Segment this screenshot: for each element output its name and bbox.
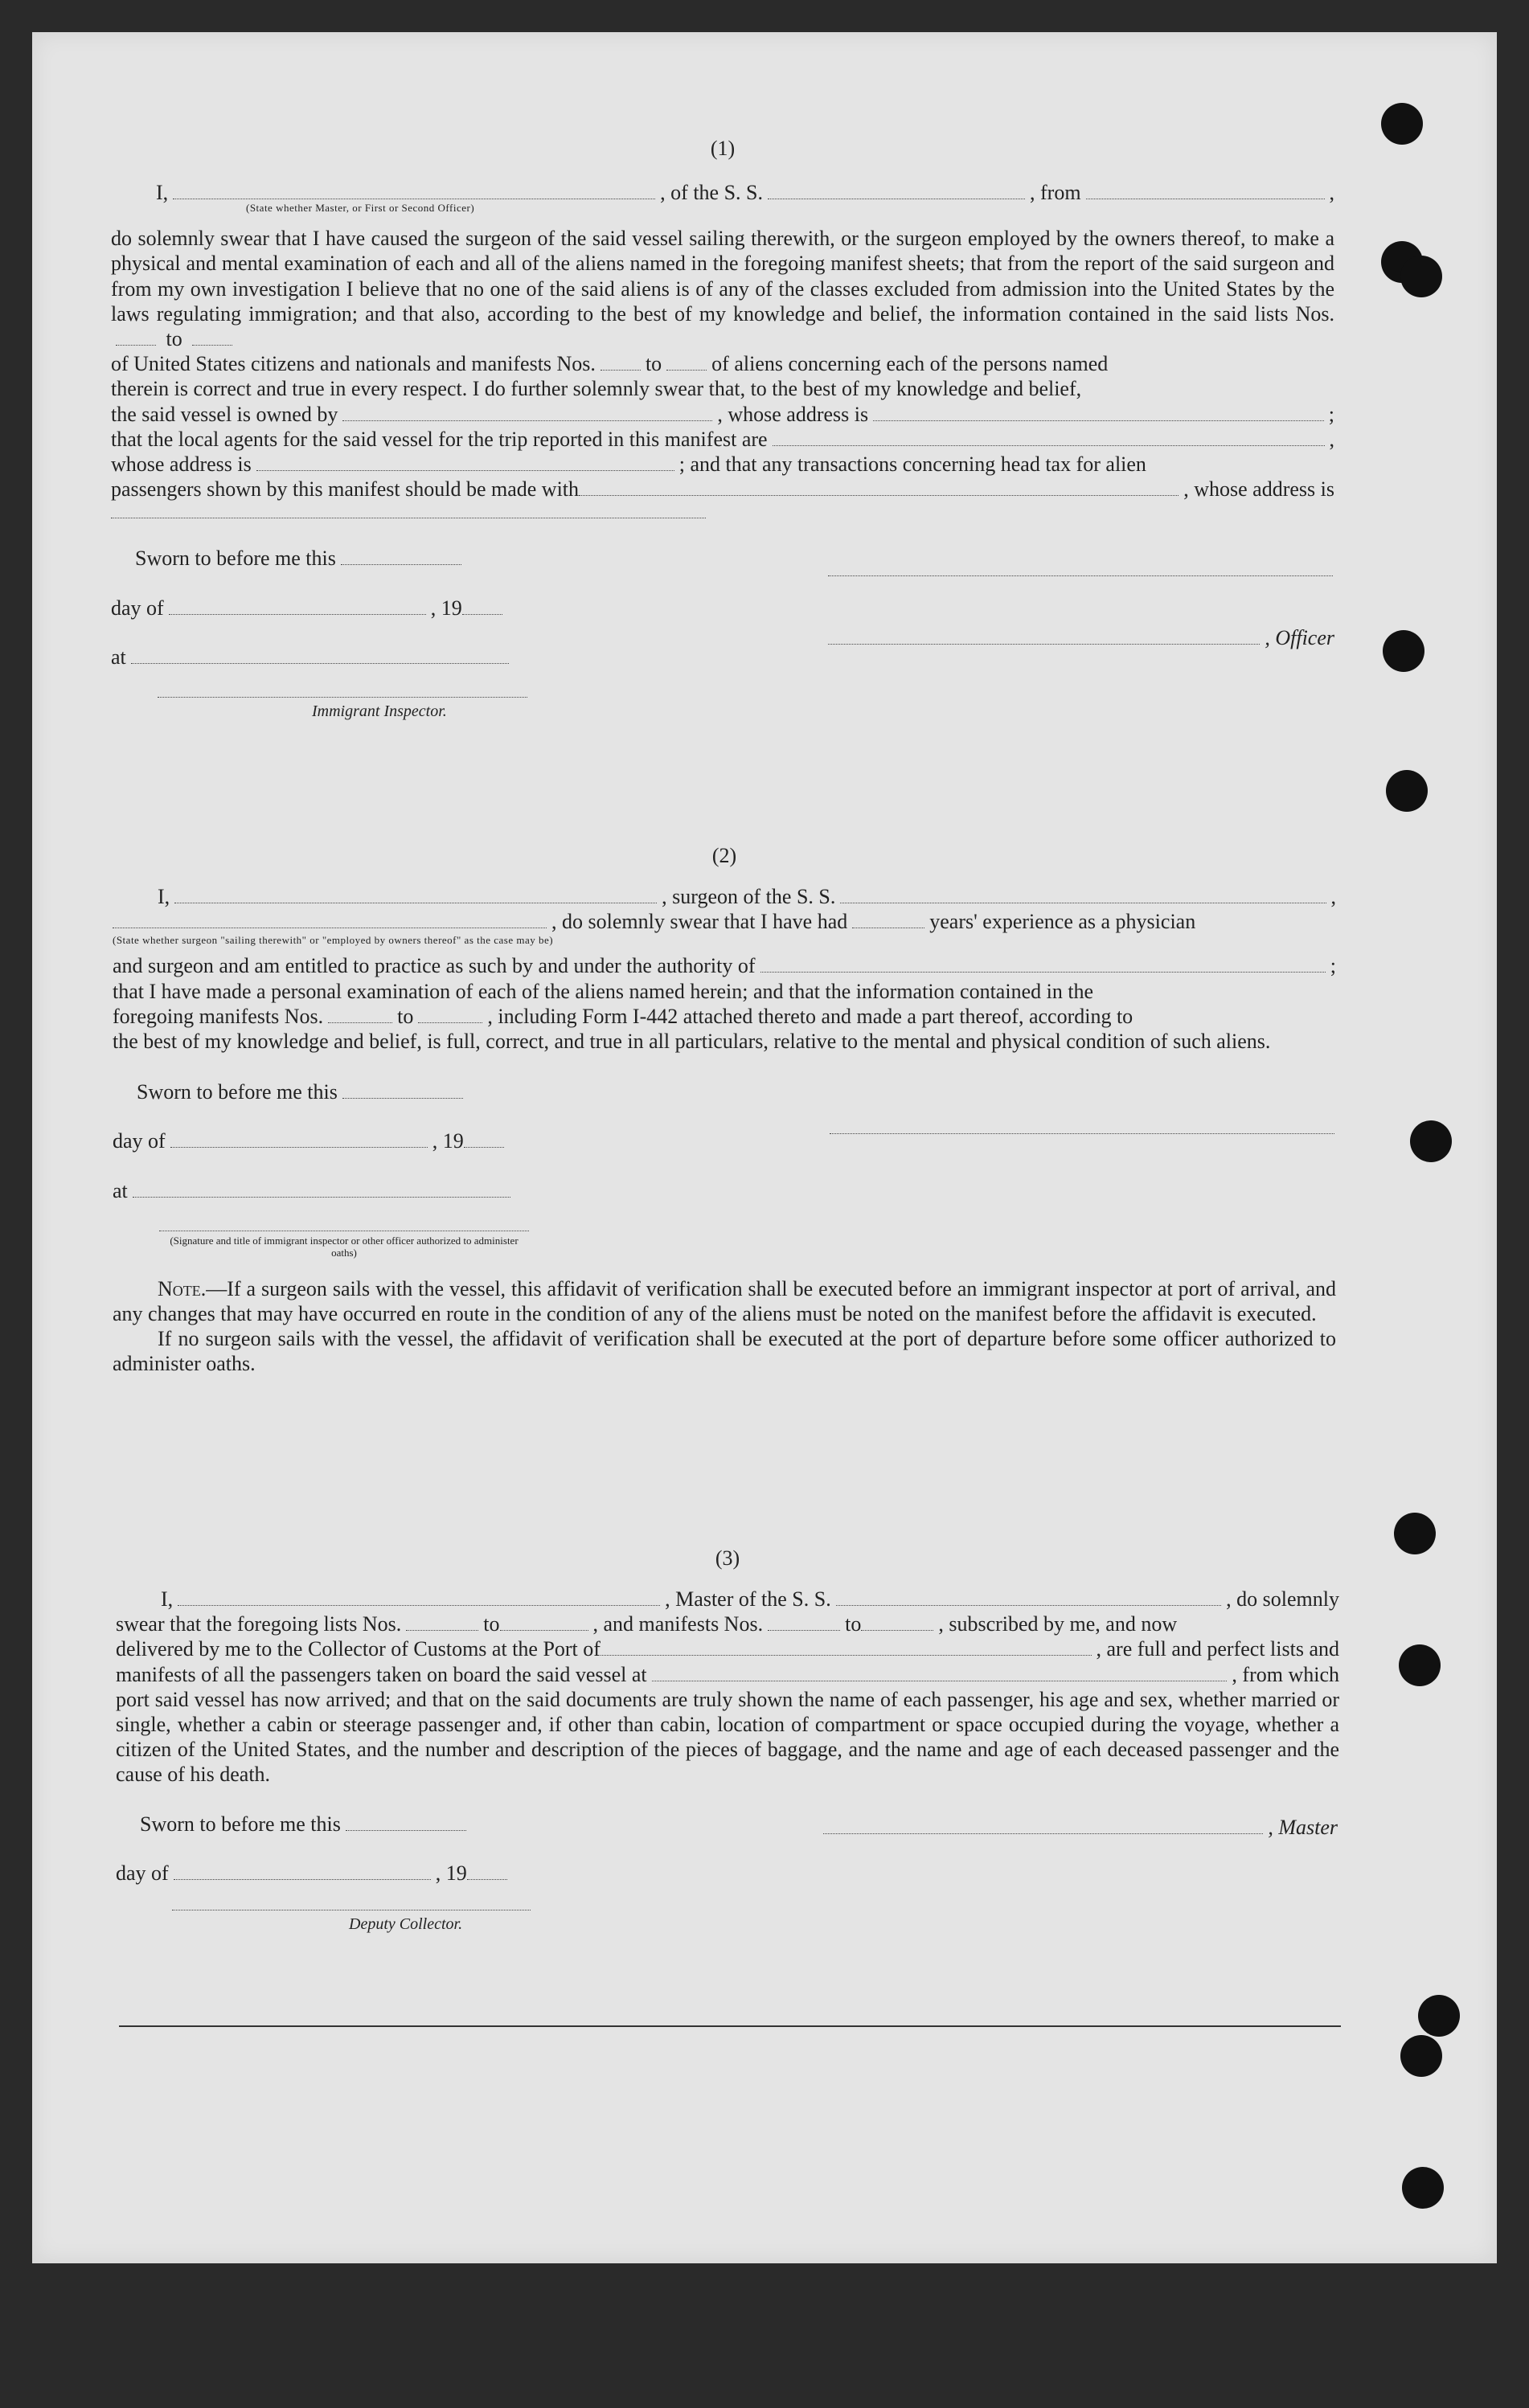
label: foregoing manifests Nos. bbox=[113, 1004, 324, 1028]
from-field[interactable] bbox=[1086, 198, 1325, 199]
sworn-date-field[interactable] bbox=[346, 1829, 466, 1831]
label: , and manifests Nos. bbox=[592, 1612, 764, 1636]
field-note: (State whether surgeon "sailing therewith" or "employed by owners thereof" as the case may be) bbox=[113, 934, 554, 947]
label: day of bbox=[113, 1129, 166, 1153]
binder-hole bbox=[1381, 103, 1423, 145]
officer-signature-line[interactable] bbox=[828, 643, 1260, 645]
head-tax-field[interactable] bbox=[579, 494, 1179, 496]
binder-hole bbox=[1418, 1995, 1460, 2037]
manifest-no-field[interactable] bbox=[601, 369, 641, 371]
label: swear that the foregoing lists Nos. bbox=[116, 1612, 402, 1636]
binder-hole bbox=[1402, 2167, 1444, 2209]
label: , bbox=[1329, 181, 1334, 204]
list-no-field[interactable] bbox=[406, 1629, 478, 1631]
master-signature-line[interactable] bbox=[823, 1833, 1263, 1834]
body-text: the best of my knowledge and belief, is full, correct, and true in all particulars, relative to the mental and physical condition of such aliens. bbox=[113, 1030, 1271, 1054]
label: at bbox=[113, 1178, 128, 1202]
label: , subscribed by me, and now bbox=[938, 1612, 1178, 1636]
label: delivered by me to the Collector of Customs at the Port of bbox=[116, 1637, 601, 1661]
label: Sworn to before me this bbox=[137, 1080, 338, 1104]
label: day of bbox=[116, 1861, 169, 1885]
label: day of bbox=[111, 596, 164, 620]
binder-hole bbox=[1386, 770, 1428, 812]
list-no-field[interactable] bbox=[500, 1629, 588, 1631]
affidavit-section-1 bbox=[111, 137, 1334, 721]
section-number: (1) bbox=[710, 137, 736, 160]
binder-hole bbox=[1400, 2035, 1442, 2077]
master-name-field[interactable] bbox=[178, 1604, 660, 1606]
label: years' experience as a physician bbox=[929, 910, 1196, 934]
label: that the local agents for the said vessel for the trip reported in this manifest are bbox=[111, 427, 768, 451]
manifest-no-field[interactable] bbox=[328, 1022, 392, 1023]
label: , whose address is bbox=[1183, 477, 1334, 502]
affidavit-section-2 bbox=[113, 844, 1336, 1377]
year-field[interactable] bbox=[464, 1146, 504, 1148]
day-field[interactable] bbox=[170, 1146, 428, 1148]
label: , 19 bbox=[432, 1129, 464, 1153]
year-field[interactable] bbox=[462, 613, 502, 615]
label: , do solemnly swear that I have had bbox=[551, 910, 848, 934]
binder-hole bbox=[1394, 1513, 1436, 1554]
body-text: therein is correct and true in every respect. I do further solemnly swear that, to the best of my knowledge and belief, bbox=[111, 377, 1082, 401]
label: Sworn to before me this bbox=[140, 1812, 341, 1836]
vessel-field[interactable] bbox=[840, 902, 1326, 903]
label: ; and that any transactions concerning head tax for alien bbox=[678, 453, 1146, 477]
master-label: , Master bbox=[1268, 1816, 1338, 1839]
label: ; bbox=[1328, 402, 1334, 426]
place-field[interactable] bbox=[133, 1196, 510, 1198]
label: manifests of all the passengers taken on board the said vessel at bbox=[116, 1662, 647, 1686]
label: to bbox=[483, 1612, 500, 1636]
label: , whose address is bbox=[717, 402, 869, 426]
vessel-field[interactable] bbox=[836, 1604, 1221, 1606]
inspector-signature-line[interactable] bbox=[158, 697, 527, 698]
label: Sworn to before me this bbox=[135, 547, 336, 571]
vessel-field[interactable] bbox=[768, 198, 1025, 199]
manifest-no-field[interactable] bbox=[666, 369, 707, 371]
label: , surgeon of the S. S. bbox=[662, 885, 836, 908]
body-text: port said vessel has now arrived; and that on the said documents are truly shown the name of each passenger, his age and sex, whether married or single, whether a cabin or steerage passenger and, if other than cabin, location of compartment or space occupied during the voyage, whether a citizen of the United States, and the number and description of the pieces of baggage, and the name and age of each deceased passenger and the cause of his death. bbox=[116, 1687, 1339, 1787]
label: , including Form I-442 attached thereto and made a part thereof, according to bbox=[487, 1004, 1133, 1028]
label: to bbox=[397, 1004, 414, 1028]
manifest-no-field[interactable] bbox=[768, 1629, 840, 1631]
binder-hole bbox=[1400, 256, 1442, 297]
years-field[interactable] bbox=[852, 927, 924, 928]
label: to bbox=[845, 1612, 862, 1636]
manifest-no-field[interactable] bbox=[861, 1629, 933, 1631]
owner-address-field[interactable] bbox=[873, 420, 1324, 421]
body-line: of United States citizens and nationals and manifests Nos. to of aliens concerning each of the persons named bbox=[111, 352, 1109, 376]
label: , Master of the S. S. bbox=[665, 1587, 831, 1611]
body-text: do solemnly swear that I have caused the surgeon of the said vessel sailing therewith, or the surgeon employed by the owners thereof, to make a physical and mental examination of each and all of the aliens named in the foregoing manifest sheets; that from the report of the said surgeon and from my own investigation I believe that no one of the said aliens is of any of the classes excluded from admission into the United States by the laws regulating immigration; and that also, according to the best of my knowledge and belief, the information contained in the said lists Nos. to bbox=[111, 227, 1334, 351]
label: I, bbox=[161, 1587, 174, 1611]
list-no-field[interactable] bbox=[192, 344, 232, 346]
note-text: Note.—If a surgeon sails with the vessel, this affidavit of verification shall be executed before an immigrant inspector at port of arrival, and any changes that may have occurred en route in the condition of any of the aliens must be noted on the manifest before the affidavit is executed. bbox=[113, 1276, 1336, 1326]
label: , from which bbox=[1232, 1662, 1339, 1686]
surgeon-signature-line[interactable] bbox=[830, 1133, 1334, 1134]
label: at bbox=[111, 645, 126, 669]
label: whose address is bbox=[111, 453, 252, 477]
label: I, bbox=[158, 885, 170, 908]
officer-signature-line-top[interactable] bbox=[828, 575, 1333, 576]
label: I, bbox=[156, 181, 169, 204]
manifest-no-field[interactable] bbox=[418, 1022, 482, 1023]
place-field[interactable] bbox=[131, 662, 509, 664]
note-text: If no surgeon sails with the vessel, the affidavit of verification shall be executed at the port of departure before some officer authorized to administer oaths. bbox=[113, 1327, 1336, 1376]
affidavit-section-3 bbox=[116, 1546, 1339, 1934]
port-field[interactable] bbox=[601, 1654, 1092, 1656]
year-field[interactable] bbox=[467, 1878, 507, 1880]
sworn-date-field[interactable] bbox=[341, 563, 461, 565]
label: , do solemnly bbox=[1226, 1587, 1339, 1611]
binder-hole bbox=[1383, 630, 1424, 672]
field-note: (State whether Master, or First or Second Officer) bbox=[246, 202, 475, 215]
label: , bbox=[1329, 427, 1334, 451]
inspector-label: Immigrant Inspector. bbox=[312, 702, 447, 721]
agents-address-field[interactable] bbox=[256, 469, 674, 471]
surgeon-name-field[interactable] bbox=[174, 902, 657, 903]
bottom-divider bbox=[119, 2025, 1341, 2027]
label: the said vessel is owned by bbox=[111, 402, 338, 426]
label: , are full and perfect lists and bbox=[1096, 1637, 1339, 1661]
sworn-date-field[interactable] bbox=[342, 1097, 463, 1099]
label: , 19 bbox=[430, 596, 462, 620]
day-field[interactable] bbox=[174, 1878, 431, 1880]
name-field[interactable] bbox=[173, 198, 655, 199]
authority-field[interactable] bbox=[760, 971, 1326, 973]
binder-hole bbox=[1399, 1644, 1441, 1686]
label: , of the S. S. bbox=[660, 181, 764, 204]
signature-note: (Signature and title of immigrant inspector or other officer authorized to administer oaths) bbox=[170, 1234, 519, 1259]
label: ; bbox=[1330, 954, 1336, 978]
departure-port-field[interactable] bbox=[652, 1680, 1228, 1681]
surgeon-type-field[interactable] bbox=[113, 927, 547, 928]
collector-label: Deputy Collector. bbox=[349, 1915, 463, 1934]
label: , from bbox=[1030, 181, 1081, 204]
local-agents-field[interactable] bbox=[773, 444, 1325, 446]
label: , 19 bbox=[435, 1861, 467, 1885]
day-field[interactable] bbox=[169, 613, 426, 615]
label: , bbox=[1330, 885, 1336, 908]
owner-field[interactable] bbox=[342, 420, 712, 421]
officer-label: , Officer bbox=[1265, 626, 1334, 649]
list-no-field[interactable] bbox=[116, 344, 156, 346]
binder-hole bbox=[1410, 1120, 1452, 1162]
label: and surgeon and am entitled to practice as such by and under the authority of bbox=[113, 954, 756, 978]
section-number: (2) bbox=[711, 844, 737, 867]
body-text: that I have made a personal examination of each of the aliens named herein; and that the information contained in the bbox=[113, 979, 1094, 1003]
label: passengers shown by this manifest should be made with bbox=[111, 477, 580, 502]
section-number: (3) bbox=[715, 1546, 740, 1570]
